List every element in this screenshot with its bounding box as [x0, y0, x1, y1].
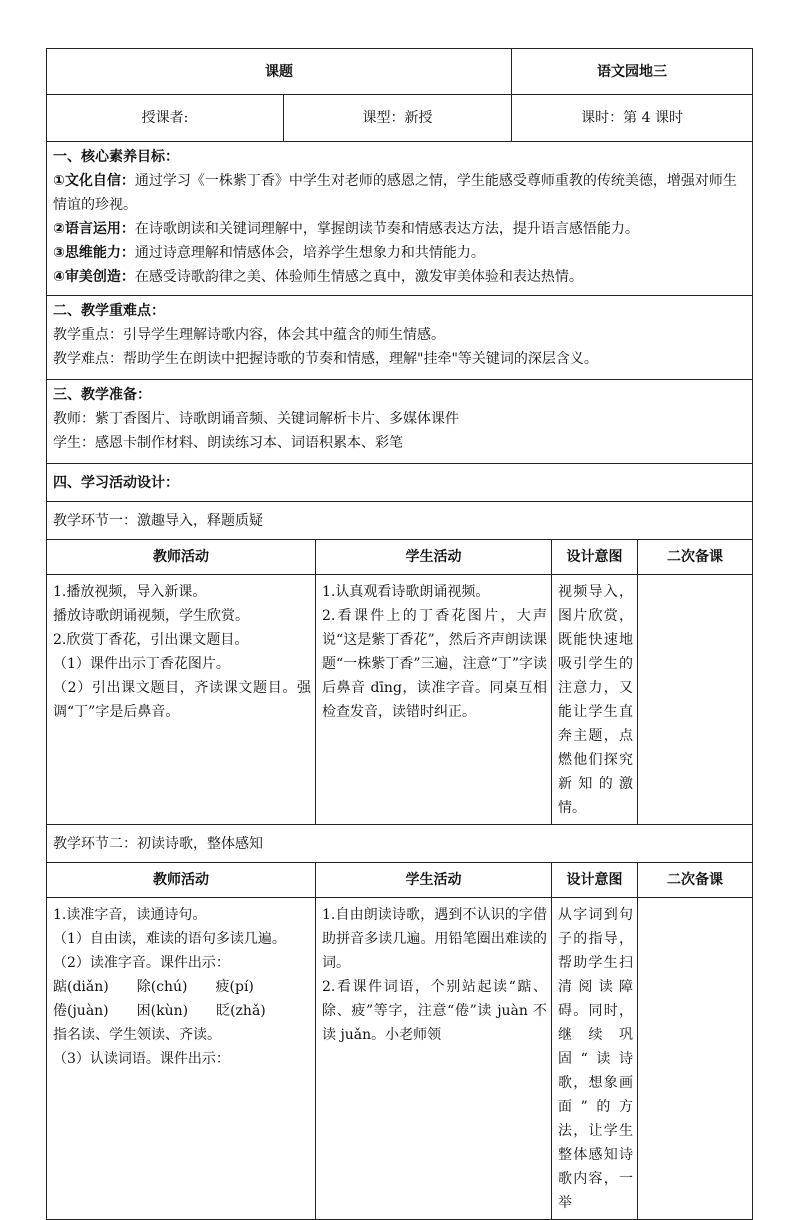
text-line: 2.欣赏丁香花，引出课文题目。: [53, 632, 249, 648]
objective-text: 通过学习《一株紫丁香》中学生对老师的感恩之情，学生能感受尊师重教的传统美德，增强对师生情谊的珍视。: [53, 173, 737, 213]
lesson-plan-table: [46, 48, 753, 1220]
lesson-type: 课型：新授: [284, 95, 512, 142]
topic-label: 课题: [47, 49, 512, 95]
text-line: （2）引出课文题目，齐读课文题目。强调“丁”字是后鼻音。: [53, 680, 311, 720]
text-line: （2）读准字音。课件出示：: [53, 955, 230, 971]
objective-item: [53, 169, 746, 217]
column-header-student: 学生活动: [316, 863, 552, 898]
objective-item: [53, 217, 746, 241]
stage1-title: 教学环节一：激趣导入，释题质疑: [47, 502, 753, 540]
text-line: 1.自由朗读诗歌，遇到不认识的字借助拼音多读几遍。用铅笔圈出难读的词。: [322, 907, 548, 971]
topic-value: 语文园地三: [512, 49, 753, 95]
column-header-teacher: 教师活动: [47, 863, 316, 898]
stage2-student-activity: [316, 898, 552, 1220]
text-line: 视频导入，图片欣赏，既能快速地吸引学生的注意力，又能让学生直奔主题，点燃他们探究新知的激情。: [558, 584, 634, 816]
section-title: 一、核心素养目标：: [53, 149, 179, 165]
stage1-student-activity: [316, 575, 552, 825]
stage1-teacher-activity: [47, 575, 316, 825]
text-line: 踮(diǎn) 除(chú) 疲(pí): [53, 979, 254, 995]
text-line: 2.看课件上的丁香花图片，大声说“这是紫丁香花”，然后齐声朗读课题“一株紫丁香”三遍，注意“丁”字读后鼻音 dīng，读准字音。同桌互相检查发音，读错时纠正。: [322, 608, 548, 720]
preparation-line: 学生：感恩卡制作材料、朗读练习本、词语积累本、彩笔: [53, 435, 403, 451]
section-objectives: [47, 142, 753, 296]
lesson-plan-page: [46, 48, 754, 1220]
stage1-design-intent: [552, 575, 638, 825]
text-line: （3）认读词语。课件出示：: [53, 1051, 230, 1067]
text-line: 指名读、学生领读、齐读。: [53, 1027, 221, 1043]
stage2-teacher-activity: [47, 898, 316, 1220]
objective-tag: ①文化自信：: [53, 173, 135, 189]
column-header-intent: 设计意图: [552, 863, 638, 898]
text-line: 1.认真观看诗歌朗诵视频。: [322, 584, 490, 600]
section-key-points: [47, 296, 753, 380]
objective-tag: ②语言运用：: [53, 221, 135, 237]
objective-tag: ③思维能力：: [53, 245, 135, 261]
objective-text: 通过诗意理解和情感体会，培养学生想象力和共情能力。: [134, 245, 485, 261]
key-point-line: 教学难点：帮助学生在朗读中把握诗歌的节奏和情感，理解"挂牵"等关键词的深层含义。: [53, 351, 598, 367]
column-header-second: 二次备课: [638, 863, 753, 898]
stage2-design-intent: [552, 898, 638, 1220]
text-line: （1）课件出示丁香花图片。: [53, 656, 230, 672]
section-title: 二、教学重难点：: [53, 303, 165, 319]
teacher-label: 授课者:: [47, 95, 284, 142]
text-line: 1.播放视频，导入新课。: [53, 584, 207, 600]
key-point-line: 教学重点：引导学生理解诗歌内容，体会其中蕴含的师生情感。: [53, 327, 445, 343]
text-line: 播放诗歌朗诵视频，学生欣赏。: [53, 608, 249, 624]
column-header-intent: 设计意图: [552, 540, 638, 575]
text-line: 2.看课件词语，个别站起读“踮、除、疲”等字，注意“倦”读 juàn 不读 juǎn。小老师领: [322, 979, 548, 1043]
column-header-second: 二次备课: [638, 540, 753, 575]
objective-text: 在诗歌朗读和关键词理解中，掌握朗读节奏和情感表达方法，提升语言感悟能力。: [134, 221, 639, 237]
section-preparation: [47, 380, 753, 464]
text-line: 1.读准字音，读通诗句。: [53, 907, 207, 923]
objective-item: [53, 265, 746, 289]
text-line: （1）自由读，难读的语句多读几遍。: [53, 931, 286, 947]
stage2-second-prep: [638, 898, 753, 1220]
text-line: 倦(juàn) 困(kùn) 眨(zhǎ): [53, 1003, 266, 1019]
preparation-line: 教师：紫丁香图片、诗歌朗诵音频、关键词解析卡片、多媒体课件: [53, 411, 459, 427]
objective-text: 在感受诗歌韵律之美、体验师生情感之真中，激发审美体验和表达热情。: [134, 269, 583, 285]
section-activities-title: 四、学习活动设计：: [47, 464, 753, 502]
lesson-time: 课时：第 4 课时: [512, 95, 753, 142]
text-line: 从字词到句子的指导，帮助学生扫清阅读障碍。同时，继续巩固“读诗歌，想象画面”的方法，让学生整体感知诗歌内容，一举: [558, 907, 634, 1211]
column-header-teacher: 教师活动: [47, 540, 316, 575]
column-header-student: 学生活动: [316, 540, 552, 575]
stage2-title: 教学环节二：初读诗歌，整体感知: [47, 825, 753, 863]
objective-tag: ④审美创造：: [53, 269, 135, 285]
section-title: 三、教学准备：: [53, 387, 151, 403]
objective-item: [53, 241, 746, 265]
stage1-second-prep: [638, 575, 753, 825]
